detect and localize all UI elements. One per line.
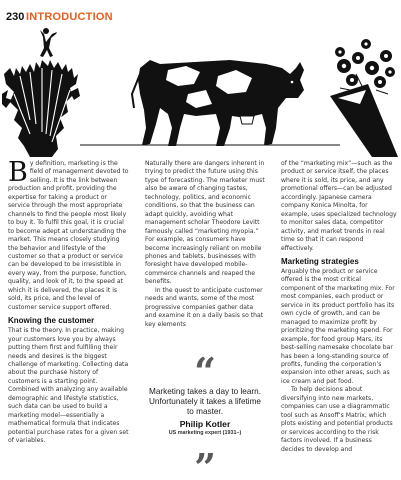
section-title: INTRODUCTION: [26, 11, 113, 23]
heading-knowing-the-customer: Knowing the customer: [8, 316, 95, 326]
quote-text: Marketing takes a day to learn. Unfortunately it takes a lifetime to master.: [149, 387, 261, 416]
quote-author-role: US marketing expert (1931–): [168, 430, 242, 436]
close-quote-mark: ”: [194, 445, 216, 480]
cow-icon: [132, 60, 304, 146]
intro-text: y definition, marketing is the field of management devoted to selling. It is the link between production and profit, providing the expertise for taking a product or service through the most appropriate channels to find the people most likely to buy it. To fulfil this goal, it is crucial to become adept at understanding the market. This means closely studying the behavior and lifestyle of the customer so that a product or service can be developed to be irresistible in every way, from the purpose, function, quality, and look of it, to the speed at which it is delivered, the places it is sold, its price, and the level of customer service support offered.: [8, 160, 129, 311]
paragraph: Naturally there are dangers inherent in trying to predict the future using this type of forecasting. The marketer must also be aware of changing tastes, technology, politics, and economic conditions, so that the business can adapt quickly, avoiding what management scholar Theodore Levitt famously called “marketing myopia.” For example, as consumers have become increasingly reliant on mobile phones and tablets, businesses with foresight have developed mobile-commerce channels and reaped the benefits.: [145, 160, 265, 286]
raised-hands-figure-icon: [2, 28, 80, 157]
column-1: [8, 157, 130, 446]
paragraph: To help decisions about diversifying into new markets, companies can use a diagrammatic tool such as Ansoff’s Matrix, which plots existing and potential products or services according to the risk factors involved. If a business decides to develop and: [281, 386, 393, 453]
column-2: [145, 160, 265, 329]
drop-cap: B: [8, 157, 28, 188]
page-number: 230: [6, 11, 25, 23]
column-3: [281, 160, 397, 454]
header-illustration: [0, 24, 401, 157]
heading-marketing-strategies: Marketing strategies: [281, 256, 359, 266]
flower-bouquet-icon: [330, 39, 398, 157]
paragraph: Arguably the product or service offered is the most critical component of the marketing mix. For most companies, each product or service in its product portfolio has its own cycle of growth, and can be managed to maximize profit by prioritizing the marketing spend. For example, for food group Mars, its best-selling namesake chocolate bar has been a long-standing source of profits, funding the corporation’s expansion into other areas, such as ice cream and pet food.: [281, 267, 395, 385]
paragraph: In the quest to anticipate customer needs and wants, some of the most progressive companies gather data and examine it on a daily basis so that key elements: [145, 286, 264, 328]
intro-paragraph: [8, 157, 130, 312]
quote-author: Philip Kotler: [179, 419, 231, 429]
pull-quote: [145, 349, 265, 480]
paragraph: of the “marketing mix”—such as the product or service itself, the places where it is sold, its price, and any promotional offers—can be adjusted accordingly. Japanese camera company Konica Minolta, for example, uses specialized technology to monitor sales data, competitor activity, and market trends in real time so that it can respond effectively.: [281, 160, 397, 252]
open-quote-mark: “: [194, 349, 216, 394]
paragraph: That is the theory. In practice, making your customers love you by always putting them first and fulfilling their needs and desires is the biggest challenge of marketing. Collecting data about the purchase history of customers is a starting point. Combined with analyzing any available demographic and lifestyle statistics, such data can be used to build a marketing model—essentially a mathematical formula that indicates potential purchase rates for a given set of variables.: [8, 327, 129, 445]
